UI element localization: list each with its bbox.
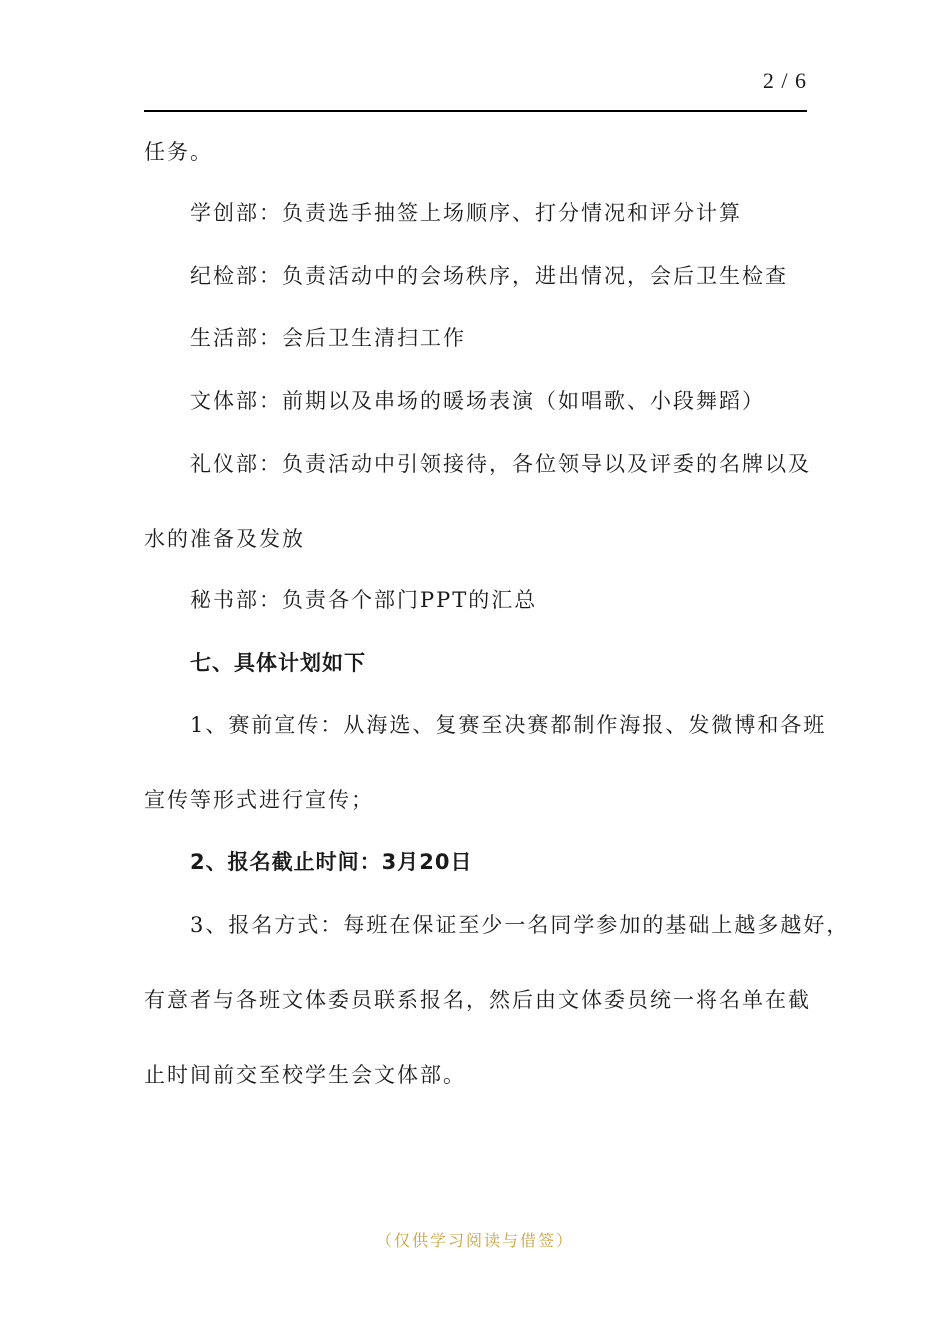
paragraph-line: 止时间前交至校学生会文体部。 bbox=[144, 1063, 466, 1087]
paragraph-line: 文体部：前期以及串场的暖场表演（如唱歌、小段舞蹈） bbox=[190, 389, 765, 413]
paragraph-line: 学创部：负责选手抽签上场顺序、打分情况和评分计算 bbox=[190, 201, 742, 225]
paragraph-line: 有意者与各班文体委员联系报名，然后由文体委员统一将名单在截 bbox=[144, 988, 811, 1012]
page-number: 2 / 6 bbox=[762, 68, 807, 93]
bold-paragraph-line: 2、报名截止时间：3月20日 bbox=[190, 850, 473, 874]
paragraph-line: 宣传等形式进行宣传； bbox=[144, 788, 374, 812]
section-heading: 七、具体计划如下 bbox=[190, 651, 366, 675]
paragraph-line: 任务。 bbox=[144, 140, 213, 164]
paragraph-line: 1、赛前宣传：从海选、复赛至决赛都制作海报、发微博和各班 bbox=[190, 713, 827, 737]
paragraph-line: 水的准备及发放 bbox=[144, 527, 305, 551]
paragraph-line: 生活部：会后卫生清扫工作 bbox=[190, 326, 466, 350]
header-divider bbox=[144, 110, 807, 112]
paragraph-line: 秘书部：负责各个部门PPT的汇总 bbox=[190, 588, 538, 612]
paragraph-line: 纪检部：负责活动中的会场秩序，进出情况，会后卫生检查 bbox=[190, 264, 788, 288]
paragraph-line: 3、报名方式：每班在保证至少一名同学参加的基础上越多越好， bbox=[190, 913, 850, 937]
paragraph-line: 礼仪部：负责活动中引领接待，各位领导以及评委的名牌以及 bbox=[190, 452, 811, 476]
footer-note: （仅供学习阅读与借签） bbox=[375, 1231, 574, 1250]
